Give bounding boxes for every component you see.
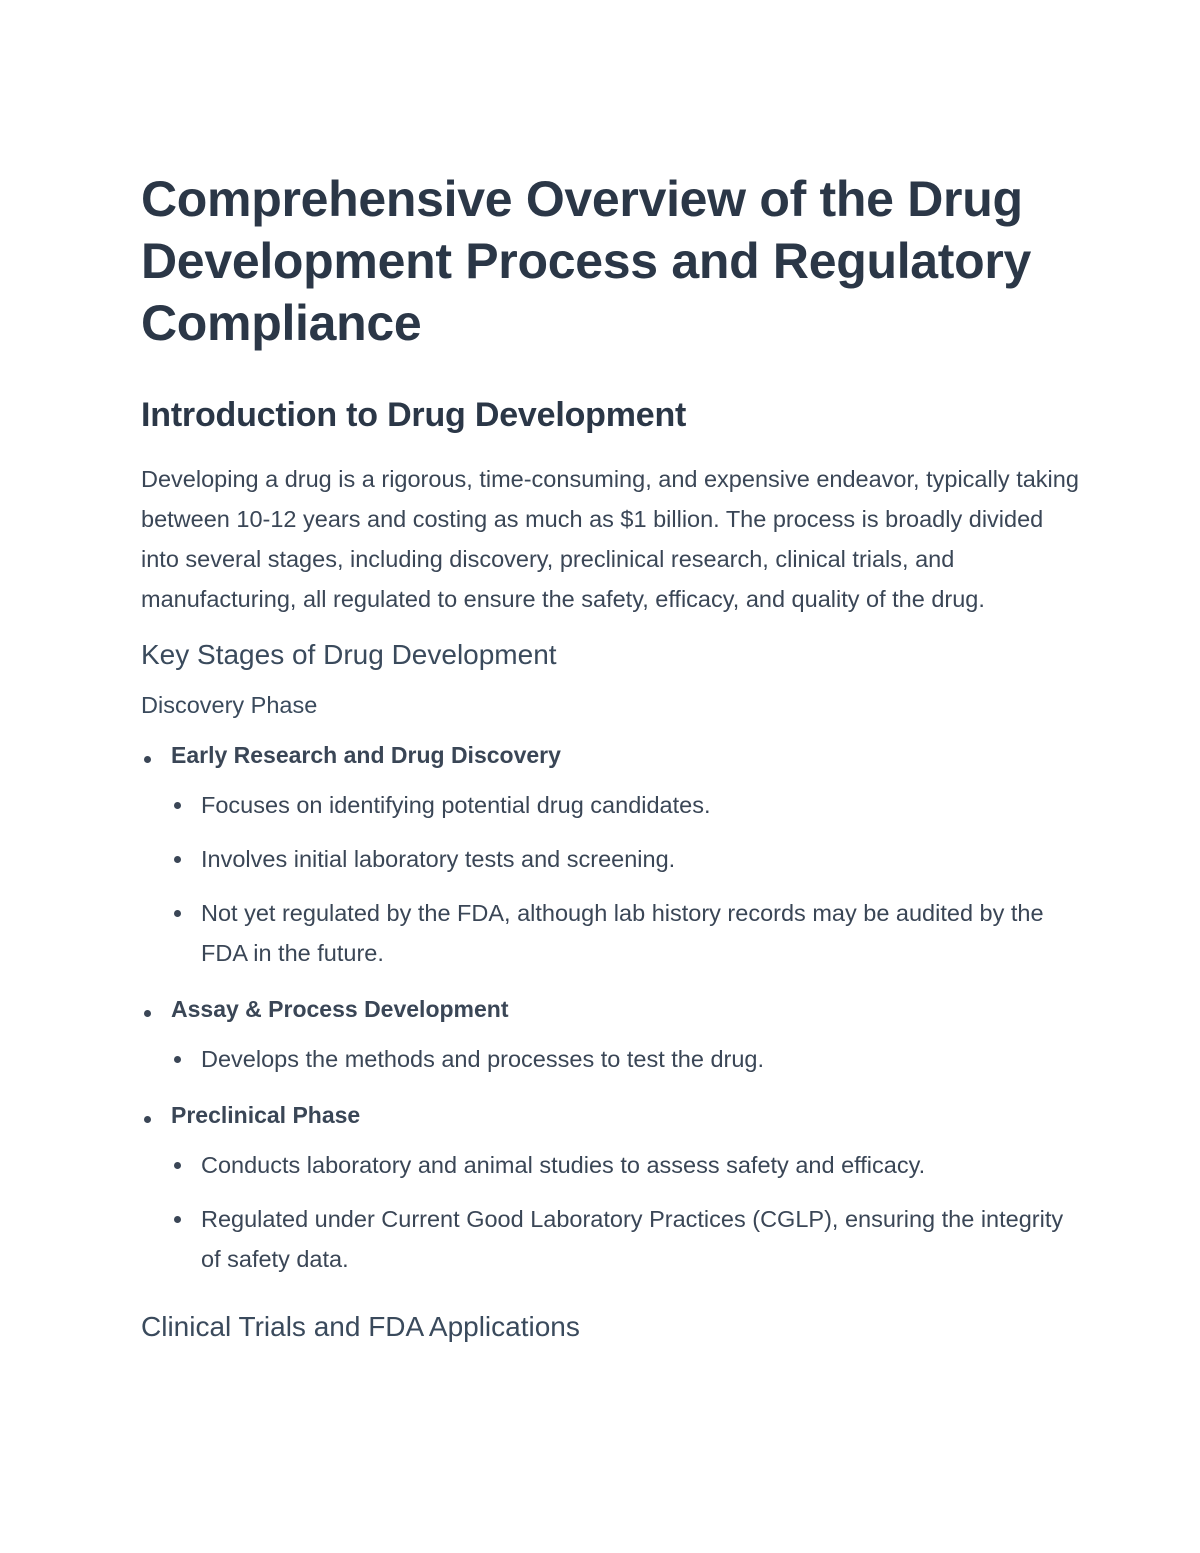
bullet-icon xyxy=(174,1216,181,1223)
point-text: Not yet regulated by the FDA, although lab history records may be audited by the FDA in the future. xyxy=(201,900,1044,966)
stage-item xyxy=(141,1093,1081,1279)
stage-points xyxy=(171,1145,1081,1279)
stage-item xyxy=(141,987,1081,1079)
point-text: Regulated under Current Good Laboratory Practices (CGLP), ensuring the integrity of safety data. xyxy=(201,1206,1064,1272)
discovery-phase-heading: Discovery Phase xyxy=(141,692,318,718)
document-page xyxy=(141,168,1081,1347)
list-item xyxy=(171,1145,1081,1185)
bullet-icon xyxy=(144,1010,151,1017)
bullet-icon xyxy=(174,910,181,917)
point-text: Involves initial laboratory tests and screening. xyxy=(201,846,676,872)
stage-item xyxy=(141,733,1081,973)
list-item xyxy=(171,1199,1081,1279)
point-text: Conducts laboratory and animal studies to assess safety and efficacy. xyxy=(201,1152,926,1178)
stages-list xyxy=(141,733,1081,1279)
bullet-icon xyxy=(144,756,151,763)
stage-title: Early Research and Drug Discovery xyxy=(171,742,561,768)
bullet-icon xyxy=(174,856,181,863)
bullet-icon xyxy=(174,1162,181,1169)
stage-points xyxy=(171,1039,1081,1079)
clinical-trials-heading: Clinical Trials and FDA Applications xyxy=(141,1311,580,1342)
list-item xyxy=(171,785,1081,825)
bullet-icon xyxy=(174,802,181,809)
bullet-icon xyxy=(174,1056,181,1063)
document-title: Comprehensive Overview of the Drug Development Process and Regulatory Compliance xyxy=(141,171,1032,351)
point-text: Focuses on identifying potential drug candidates. xyxy=(201,792,711,818)
stage-title: Assay & Process Development xyxy=(171,996,509,1022)
point-text: Develops the methods and processes to test the drug. xyxy=(201,1046,765,1072)
intro-paragraph: Developing a drug is a rigorous, time-consuming, and expensive endeavor, typically taking between 10-12 years and costing as much as $1 billion. The process is broadly divided into several stages, including discovery, preclinical research, clinical trials, and manufacturing, all regulated to ensure the safety, efficacy, and quality of the drug. xyxy=(141,466,1079,612)
intro-heading: Introduction to Drug Development xyxy=(141,396,687,434)
key-stages-heading: Key Stages of Drug Development xyxy=(141,639,557,670)
stage-points xyxy=(171,785,1081,973)
list-item xyxy=(171,839,1081,879)
bullet-icon xyxy=(144,1116,151,1123)
stage-title: Preclinical Phase xyxy=(171,1102,361,1128)
list-item xyxy=(171,893,1081,973)
list-item xyxy=(171,1039,1081,1079)
